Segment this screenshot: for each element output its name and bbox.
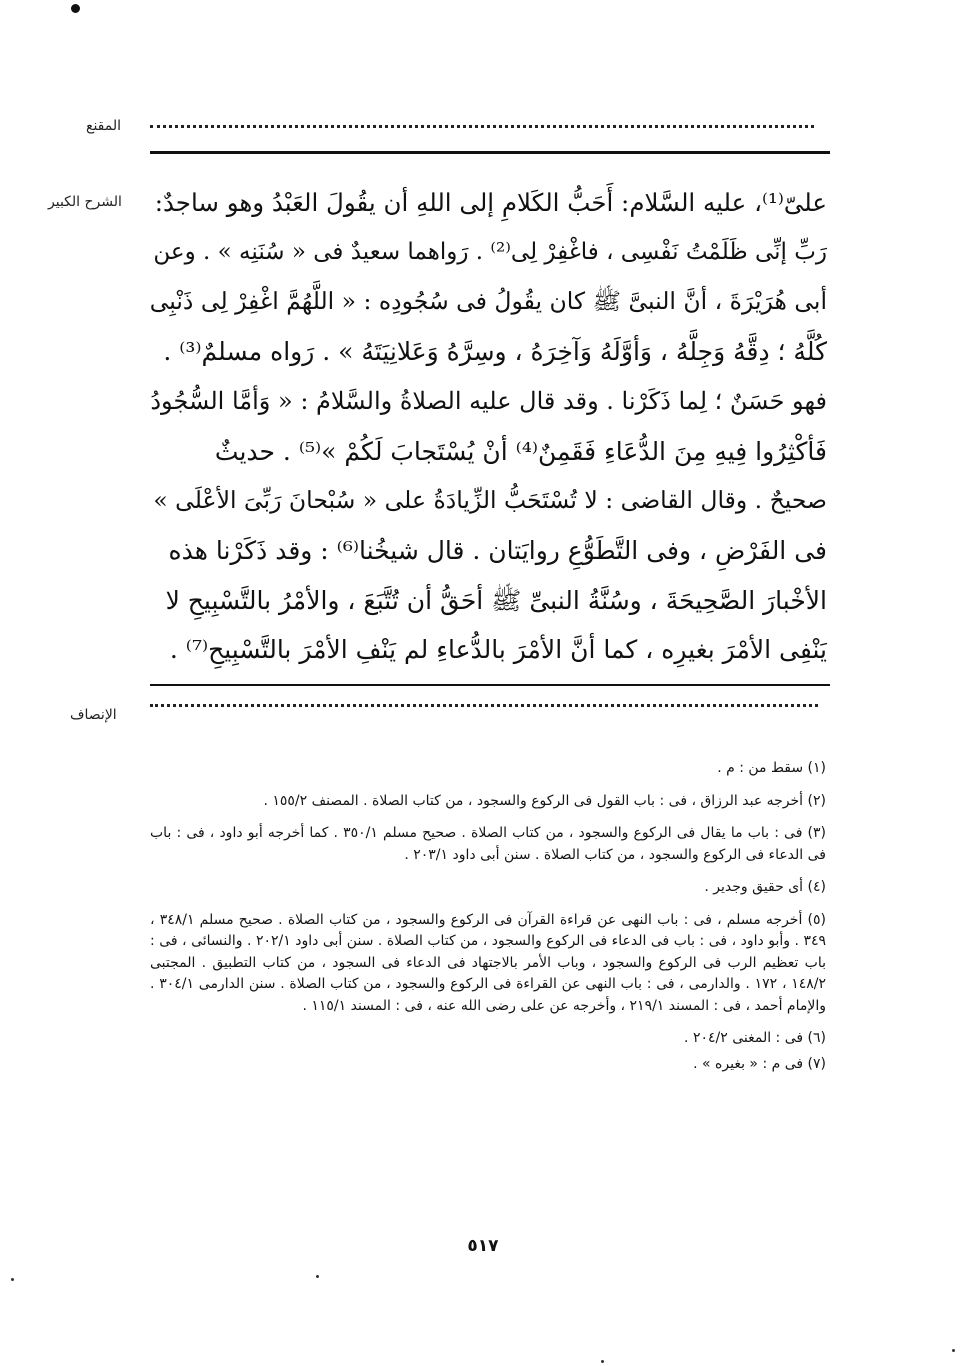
commentary-line: صحيحٌ . وقال القاضى : لا تُسْتَحَبُّ الزِّيادَةُ على « سُبْحانَ رَبِّىَ الأعْلَى » — [153, 486, 827, 515]
footnote: (٤) أى حقيق وجدير . — [704, 879, 826, 895]
commentary-line: يَنْفِى الأمْرَ بغيرِه ، كما أنَّ الأمْرَ بالدُّعاءِ لم يَنْفِ الأمْرَ بالتَّسْبِيحِ⁽⁷⁾ . — [169, 635, 827, 665]
scan-speck — [316, 1275, 319, 1278]
footnote: (٢) أخرجه عبد الرزاق ، فى : باب القول فى الركوع والسجود ، من كتاب الصلاة . المصنف ١٥٥/٢ . — [263, 792, 826, 809]
page-number: ٥١٧ — [467, 1236, 499, 1256]
commentary-line: كُلَّهُ ؛ دِقَّهُ وَجِلَّهُ ، وَأوَّلَهُ وَآخِرَهُ ، وسِرَّهُ وَعَلانِيَتَهُ » . رَواه مسلمٌ⁽³⁾ . — [163, 337, 827, 367]
insaf-dotted-divider — [150, 704, 818, 707]
commentary-line: علىّ⁽¹⁾، عليه السَّلام: أَحَبُّ الكَلامِ إلى اللهِ أن يقُولَ العَبْدُ وهو ساجدٌ: — [154, 188, 827, 217]
scan-speck — [952, 1349, 955, 1352]
footnote: (٣) فى : باب ما يقال فى الركوع والسجود ، من كتاب الصلاة . صحيح مسلم ٣٥٠/١ . كما أخرجه أبو داود ، فى : باب فى الدعاء فى الركوع والسجود ، من كتاب الصلاة . سنن أبى داود ٢٠٣/١ . — [150, 825, 826, 863]
page-corner-dot — [71, 4, 80, 13]
commentary-section-label: الشرح الكبير — [48, 194, 122, 210]
commentary-line: فى الفَرْضِ ، وفى التَّطَوُّعِ روايَتان . قال شيخُنا⁽⁶⁾ : وقد ذَكَرْنا هذه — [168, 535, 827, 565]
scan-speck — [11, 1278, 14, 1281]
footnote: (١) سقط من : م . — [717, 760, 826, 776]
header-dotted-divider — [150, 125, 814, 128]
commentary-line: رَبِّ إنِّى ظَلَمْتُ نَفْسِى ، فاغْفِرْ لِى⁽²⁾ . رَواهما سعيدٌ فى « سُنَنِه » . وعن — [153, 238, 827, 265]
commentary-line: فهو حَسَنٌ ؛ لِما ذَكَرْنا . وقد قال عليه الصلاةُ والسَّلامُ : « وَأمَّا السُّجُودُ — [150, 386, 827, 415]
footnote: (٦) فى : المغنى ٢٠٤/٢ . — [684, 1030, 826, 1046]
commentary-line: الأخْبارَ الصَّحِيحَةَ ، وسُنَّةُ النبىِّ ﷺ أحَقُّ أن تُتَّبَعَ ، والأمْرُ بالتَّسْبِيحِ لا — [165, 585, 827, 615]
insaf-section-label: الإنصاف — [70, 707, 117, 723]
book-name-label: المقنع — [86, 118, 122, 134]
commentary-line: أبى هُرَيْرَةَ ، أنَّ النبىَّ ﷺ كان يقُولُ فى سُجُودِه : « اللَّهُمَّ اغْفِرْ لِى ذَنْبِى — [149, 287, 827, 316]
commentary-bottom-rule — [150, 684, 830, 686]
footnote: (٧) فى م : « بغيره » . — [693, 1055, 826, 1072]
footnote: (٥) أخرجه مسلم ، فى : باب النهى عن قراءة القرآن فى الركوع والسجود ، من كتاب الصلاة . صحيح مسلم ٣٤٨/١ ، ٣٤٩ . وأبو داود ، فى : باب فى الدعاء فى الركوع والسجود ، من كتاب الصلاة . سنن أبى داود ٢٠٢/١ . والنسائى ، فى : باب تعظيم الرب فى الركوع والسجود ، وباب الأمر بالاجتهاد فى الدعاء فى السجود ، من كتاب التطبيق . المجتبى ١٤٨/٢ ، ١٧٢ . والدارمى ، فى : باب النهى عن القراءة فى الركوع والسجود ، من كتاب الصلاة . سنن الدارمى ٣٠٤/١ . والإمام أحمد ، فى : المسند ٢١٩/١ ، وأخرجه عن على رضى الله عنه ، فى : المسند ١١٥/١ . — [150, 911, 827, 1014]
commentary-top-rule — [150, 151, 830, 154]
commentary-line: فَأكْثِرُوا فِيهِ مِنَ الدُّعَاءِ فَقَمِنٌ⁽⁴⁾ أنْ يُسْتَجابَ لَكُمْ »⁽⁵⁾ . حديثٌ — [214, 436, 827, 466]
footnotes — [150, 758, 826, 1079]
commentary-body — [147, 178, 827, 675]
scan-speck — [601, 1360, 604, 1363]
